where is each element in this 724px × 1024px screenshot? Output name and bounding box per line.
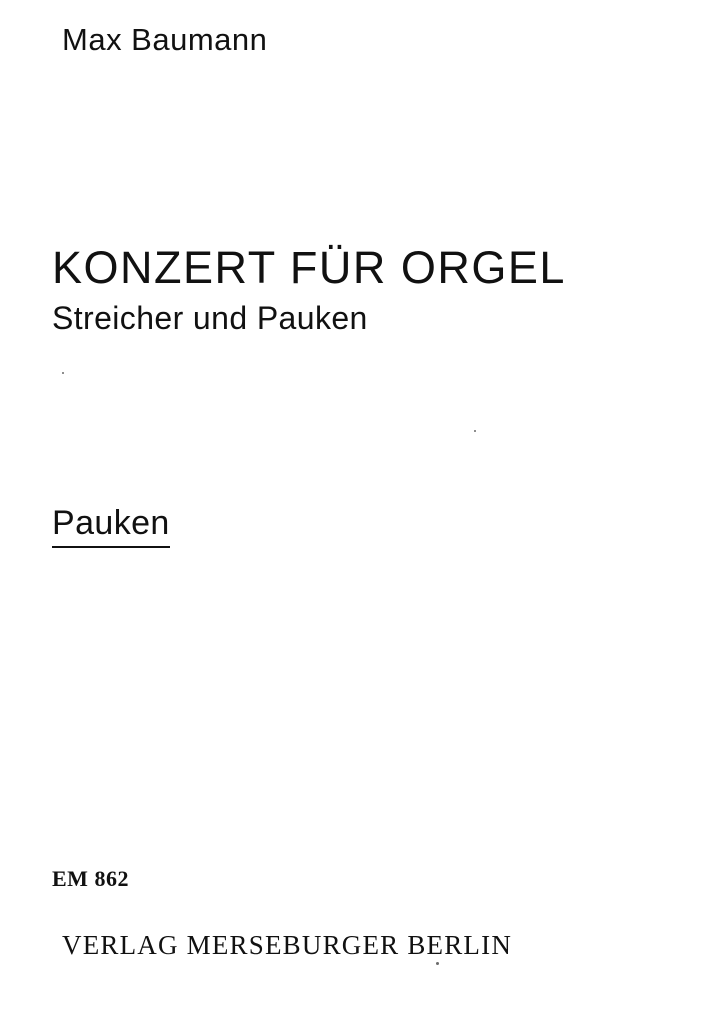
part-name: Pauken [52,504,170,548]
composer-name: Max Baumann [62,22,268,57]
page-title: KONZERT FÜR ORGEL [52,242,566,294]
paper-speck [436,962,439,965]
catalog-number: EM 862 [52,866,129,891]
publisher-imprint: VERLAG MERSEBURGER BERLIN [62,930,513,960]
subtitle: Streicher und Pauken [52,300,368,336]
paper-speck [62,372,64,374]
paper-speck [474,430,476,432]
